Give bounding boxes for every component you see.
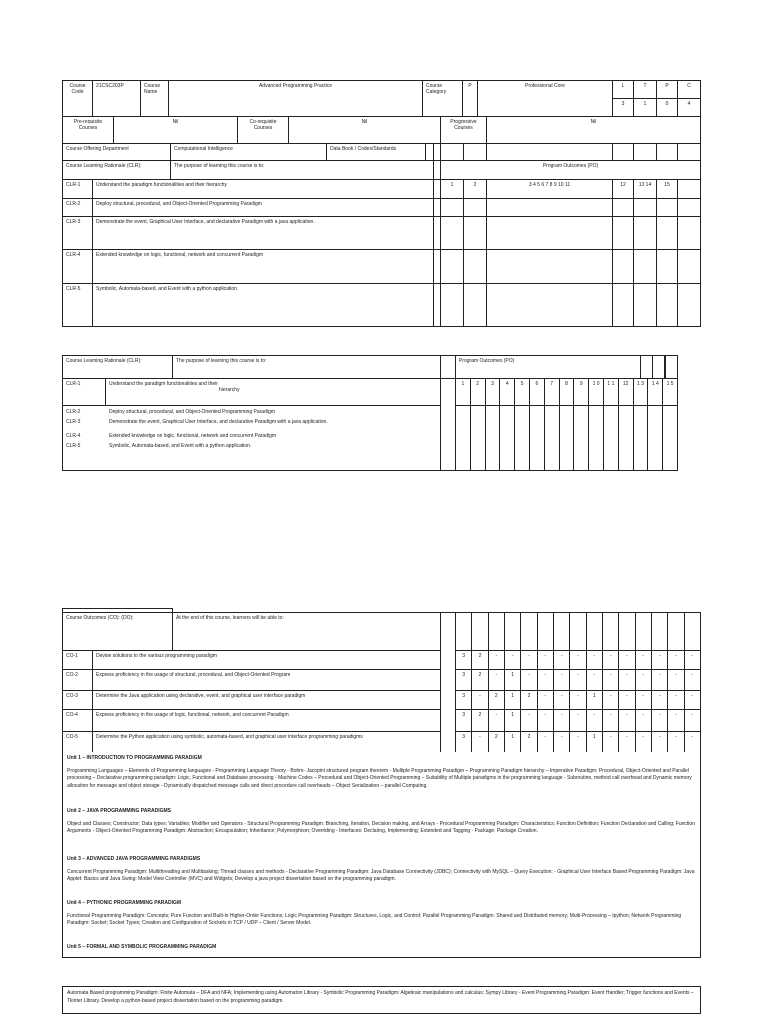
databook-label: Data Book / Codes/Standards <box>326 143 426 161</box>
co-intro: At the end of this course, learners will be able to: <box>172 612 441 651</box>
co-po-mapping: - <box>651 709 668 732</box>
co-po-mapping: 1 <box>504 709 521 732</box>
empty-cell <box>665 355 678 379</box>
po-number: 2 <box>470 378 486 406</box>
empty-cell <box>486 249 613 284</box>
clr-list-item <box>66 443 251 449</box>
empty-cell <box>635 612 652 651</box>
co-po-mapping: - <box>667 669 684 691</box>
empty-cell <box>529 405 545 471</box>
coreq-value: Nil <box>288 116 441 144</box>
co-po-mapping: - <box>635 650 652 670</box>
co-po-mapping: 3 <box>455 650 472 670</box>
clr-text: Demonstrate the event, Graphical User Interface, and declarative Paradigm with a java application. <box>92 216 434 250</box>
co-po-mapping: - <box>684 690 701 710</box>
clr-text: Deploy structural, procedural, and Object-Oriented Programming Paradigm <box>109 409 275 415</box>
co-po-mapping: - <box>471 731 488 753</box>
co-id: CO-5 <box>62 731 93 753</box>
ltpc-value: 4 <box>677 98 701 117</box>
empty-cell <box>488 612 505 651</box>
co-id: CO-1 <box>62 650 93 670</box>
empty-cell <box>612 216 634 250</box>
clr-text: Symbolic, Automata-based, and Event with a python application. <box>92 283 434 327</box>
clr-id: CLR-5 <box>62 283 93 327</box>
po-number: 8 <box>559 378 575 406</box>
co-po-mapping: - <box>586 650 603 670</box>
coreq-label: Co-requisite Courses <box>237 116 289 144</box>
empty-cell <box>440 216 464 250</box>
co-po-mapping: - <box>553 709 570 732</box>
co-po-mapping: - <box>635 669 652 691</box>
clr-id: CLR-2 <box>66 409 81 415</box>
empty-cell <box>640 355 653 379</box>
co-po-mapping: 2 <box>520 731 537 753</box>
co-po-mapping: - <box>537 690 554 710</box>
empty-cell <box>586 612 603 651</box>
po-number: 3 <box>485 378 501 406</box>
po-number: 1 0 <box>588 378 604 406</box>
co-po-mapping: - <box>537 650 554 670</box>
co-label: Course Outcomes (CO): (DO): <box>62 612 173 651</box>
empty-cell <box>618 612 635 651</box>
empty-cell <box>470 405 486 471</box>
clr-list-item <box>66 409 275 415</box>
po-number: 1 <box>455 378 471 406</box>
co-po-mapping: - <box>667 650 684 670</box>
clr-id: CLR-4 <box>62 249 93 284</box>
clr-purpose: The purpose of learning this course is to: <box>170 160 434 180</box>
unit-section <box>62 805 701 854</box>
co-po-mapping: - <box>635 690 652 710</box>
course-category: Professional Core <box>477 80 613 117</box>
co-po-mapping: 1 <box>586 731 603 753</box>
co-po-mapping: 1 <box>586 690 603 710</box>
unit-section <box>62 897 701 942</box>
po-group-header: 12 <box>612 179 634 199</box>
clr-text: Symbolic, Automata-based, and Event with a python application. <box>109 443 252 449</box>
unit-title: Unit 4 – PYTHONIC PROGRAMMING PARADIGM <box>67 900 182 906</box>
prereq-label: Pre-requisite Courses <box>62 116 114 144</box>
empty-cell <box>656 216 678 250</box>
clr-id: CLR-4 <box>66 433 81 439</box>
empty-cell <box>440 378 456 471</box>
co-po-mapping: - <box>667 690 684 710</box>
empty-cell <box>486 198 613 217</box>
course-name-label: Course Name <box>140 80 169 117</box>
co-po-mapping: - <box>553 731 570 753</box>
co-text: Express proficiency in the usage of structural, procedural, and Object-Oriented Program <box>92 669 441 691</box>
co-po-mapping: - <box>569 731 586 753</box>
empty-cell <box>677 283 701 327</box>
po-group-header: 13 14 <box>633 179 657 199</box>
co-po-mapping: - <box>537 731 554 753</box>
co-po-mapping: 1 <box>504 731 521 753</box>
empty-cell <box>486 143 613 161</box>
co-po-mapping: - <box>537 709 554 732</box>
co-po-mapping: - <box>635 709 652 732</box>
co-po-mapping: - <box>651 650 668 670</box>
co-po-mapping: - <box>684 709 701 732</box>
co-po-mapping: - <box>586 669 603 691</box>
prereq-value: Nil <box>113 116 238 144</box>
clr-id: CLR-3 <box>66 419 81 425</box>
co-po-mapping: - <box>602 669 619 691</box>
empty-cell <box>612 283 634 327</box>
po-group-header: 2 <box>463 179 487 199</box>
co-po-mapping: - <box>569 669 586 691</box>
co-po-mapping: - <box>618 690 635 710</box>
clr-text: Demonstrate the event, Graphical User Interface, and declarative Paradigm with a java application. <box>109 419 328 425</box>
clr-id: CLR-1 <box>62 179 93 199</box>
unit-body: Programming Languages – Elements of Programming languages - Programming Language Theory - Bohm- Jacopini structured program theorem - Multiple Programming Paradigm – Programming Paradigm hierarchy – Imperative Paradigm: Procedural, Object-Oriented and Parallel processing – Declarative programming paradigm: Logic, Functional and Database processing - Machine Codes – Procedural and Object-Oriented Programming – Suitability of Multiple paradigms in the programming language - Subroutine, method call overhead and Dynamic memory allocation for message and object storage - Dynamically dispatched message calls and direct procedure call overheads – Object Serialization – parallel Computing. <box>67 767 692 789</box>
clr-list-block <box>62 405 441 471</box>
clr-id: CLR-1 <box>62 378 106 406</box>
progressive-label: Progressive Courses <box>440 116 487 144</box>
co-po-mapping: 2 <box>471 709 488 732</box>
dept-value: Computational Intelligence <box>170 143 327 161</box>
co-id: CO-2 <box>62 669 93 691</box>
empty-cell <box>514 405 530 471</box>
empty-cell <box>463 249 487 284</box>
empty-cell <box>677 249 701 284</box>
co-po-mapping: 2 <box>471 669 488 691</box>
empty-cell <box>656 283 678 327</box>
empty-cell <box>651 612 668 651</box>
empty-cell <box>520 612 537 651</box>
clr-list-item <box>66 419 328 425</box>
unit-title: Unit 1 – INTRODUCTION TO PROGRAMMING PARADIGM <box>67 755 202 761</box>
co-po-mapping: - <box>520 709 537 732</box>
clr-id: CLR-2 <box>62 198 93 217</box>
clr-text: Extended knowledge on logic, functional, network and concurrent Paradigm <box>92 249 434 284</box>
empty-cell <box>455 405 471 471</box>
clr-label-2: Course Learning Rationale (CLR): <box>62 355 173 379</box>
empty-cell <box>656 249 678 284</box>
empty-cell <box>485 405 501 471</box>
course-name: Advanced Programming Practice <box>168 80 423 117</box>
unit-section <box>62 853 701 898</box>
co-text: Devise solutions to the various programming paradigm <box>92 650 441 670</box>
clr-label: Course Learning Rationale (CLR): <box>62 160 171 180</box>
po-number: 6 <box>529 378 545 406</box>
co-po-mapping: 3 <box>455 669 472 691</box>
empty-cell <box>603 405 619 471</box>
clr-1-text <box>105 378 441 406</box>
empty-cell <box>633 216 657 250</box>
empty-cell <box>486 216 613 250</box>
empty-cell <box>499 405 515 471</box>
empty-cell <box>612 249 634 284</box>
empty-cell <box>602 612 619 651</box>
empty-cell <box>463 283 487 327</box>
empty-cell <box>504 612 521 651</box>
empty-cell <box>463 216 487 250</box>
ltpc-label: T <box>633 80 657 99</box>
unit-5-body: Automata Based programming Paradigm: Finite Automata – DFA and NFA; Implementing using Automaton Library - Symbolic Programming Paradigm: Algebraic manipulations and calculus; Sympy Library - Event Programming Paradigm: Event Handler; Trigger functions and Events – Tkinter Library. Develop a python-based project dissertation based on the programming paradigm. <box>62 986 701 1014</box>
progressive-value: Nil <box>486 116 701 144</box>
co-po-mapping: 2 <box>488 690 505 710</box>
co-po-mapping: - <box>651 690 668 710</box>
co-po-mapping: - <box>602 709 619 732</box>
co-po-mapping: - <box>618 709 635 732</box>
po-group-header: 1 <box>440 179 464 199</box>
empty-cell <box>662 405 678 471</box>
po-number: 1 5 <box>662 378 678 406</box>
co-po-mapping: 1 <box>504 690 521 710</box>
empty-cell <box>559 405 575 471</box>
empty-cell <box>588 405 604 471</box>
co-po-mapping: - <box>488 709 505 732</box>
co-po-mapping: - <box>569 709 586 732</box>
co-po-mapping: - <box>651 669 668 691</box>
unit-title: Unit 5 – FORMAL AND SYMBOLIC PROGRAMMING PARADIGM <box>67 944 217 950</box>
co-po-mapping: - <box>602 650 619 670</box>
empty-cell <box>455 612 472 651</box>
empty-cell <box>633 283 657 327</box>
empty-cell <box>656 198 678 217</box>
ltpc-label: P <box>656 80 678 99</box>
empty-cell <box>633 143 657 161</box>
po-group-header <box>677 179 701 199</box>
po-number: 9 <box>573 378 589 406</box>
co-po-mapping: - <box>684 731 701 753</box>
co-po-mapping: - <box>569 650 586 670</box>
po-label-2: Program Outcomes (PO) <box>455 355 641 379</box>
po-group-header: 15 <box>656 179 678 199</box>
clr-id: CLR-3 <box>62 216 93 250</box>
co-po-mapping: - <box>602 690 619 710</box>
co-po-mapping: - <box>684 650 701 670</box>
unit-title: Unit 2 – JAVA PROGRAMMING PARADIGMS <box>67 808 171 814</box>
po-label: Program Outcomes (PO) <box>440 160 701 180</box>
empty-cell <box>440 355 456 379</box>
course-category-label: Course Category <box>422 80 463 117</box>
co-text: Determine the Python application using symbolic, automata-based, and graphical user interface programming paradigms <box>92 731 441 753</box>
po-number: 5 <box>514 378 530 406</box>
co-po-mapping: 2 <box>488 731 505 753</box>
ltpc-value: 1 <box>633 98 657 117</box>
unit-section <box>62 752 701 806</box>
empty-cell <box>440 283 464 327</box>
co-po-mapping: - <box>488 650 505 670</box>
unit-body: Object and Classes; Constructor; Data types; Variables; Modifier and Operators - Structural Programming Paradigm: Branching, Iteration, Decision making, and Arrays - Procedural Programming Paradigm: Characteristics; Function Definition; Function Declaration and Calling; Function Arguments - Object-Oriented Programming Paradigm: Abstraction; Encapsulation; Inheritance; Polymorphism; Overriding - Interfaces: Declaring, Implementing; Extended and Tagging - Package: Package Creation. <box>67 820 695 834</box>
empty-cell <box>677 143 701 161</box>
co-po-mapping: 1 <box>504 669 521 691</box>
unit-body: Functional Programming Paradigm: Concepts; Pure Function and Built-in Higher-Order Functions; Logic Programming Paradigm: Structures, Logic, and Control; Parallel Programming Paradigm: Shared and Distributed memory; Multi-Processing – Ipython; Network Programming Paradigm: Socket; Socket Types; Creation and Configuration of Sockets in TCP / UDP – Client / Server Model. <box>67 912 682 926</box>
co-po-mapping: 3 <box>455 690 472 710</box>
empty-cell <box>486 283 613 327</box>
po-number: 1 4 <box>647 378 663 406</box>
po-number: 1 3 <box>633 378 649 406</box>
co-po-mapping: - <box>651 731 668 753</box>
co-po-mapping: - <box>553 690 570 710</box>
po-number: 4 <box>499 378 515 406</box>
po-number: 7 <box>544 378 560 406</box>
empty-cell <box>612 198 634 217</box>
empty-cell <box>677 216 701 250</box>
ltpc-label: C <box>677 80 701 99</box>
clr-purpose-2: The purpose of learning this course is to: <box>172 355 441 379</box>
co-text: Determine the Java application using declarative, event, and graphical user interface paradigm <box>92 690 441 710</box>
co-po-mapping: 3 <box>455 731 472 753</box>
empty-cell <box>618 405 634 471</box>
empty-cell <box>684 612 701 651</box>
empty-cell <box>463 143 487 161</box>
clr-list-item <box>66 433 276 439</box>
empty-cell <box>633 405 649 471</box>
co-po-mapping: - <box>504 650 521 670</box>
co-po-mapping: - <box>520 650 537 670</box>
co-po-mapping: - <box>618 650 635 670</box>
co-po-mapping: - <box>667 731 684 753</box>
empty-cell <box>667 612 684 651</box>
co-po-mapping: - <box>586 709 603 732</box>
co-po-mapping: - <box>684 669 701 691</box>
co-po-mapping: - <box>635 731 652 753</box>
co-po-mapping: - <box>667 709 684 732</box>
empty-cell <box>544 405 560 471</box>
unit-section <box>62 941 701 958</box>
co-po-mapping: - <box>553 669 570 691</box>
po-group-header: 3 4 5 6 7 8 9 10 11 <box>486 179 613 199</box>
course-code: 21CSC203P <box>92 80 141 117</box>
empty-cell <box>569 612 586 651</box>
ltpc-value: 3 <box>612 98 634 117</box>
clr-text: Deploy structural, procedural, and Object-Oriented Programming Paradigm <box>92 198 434 217</box>
clr-id: CLR-5 <box>66 443 81 449</box>
empty-cell <box>656 143 678 161</box>
empty-cell <box>440 143 464 161</box>
ltpc-label: L <box>612 80 634 99</box>
po-number: 12 <box>618 378 634 406</box>
dept-label: Course Offering Department <box>62 143 171 161</box>
empty-cell <box>553 612 570 651</box>
empty-cell <box>612 143 634 161</box>
empty-cell <box>440 198 464 217</box>
co-po-mapping: - <box>569 690 586 710</box>
empty-cell <box>633 249 657 284</box>
co-po-mapping: 3 <box>455 709 472 732</box>
co-text: Express proficiency in the usage of logic, functional, network, and concurrent Paradigm <box>92 709 441 732</box>
co-po-mapping: 2 <box>471 650 488 670</box>
course-category-code: P <box>462 80 478 117</box>
empty-cell <box>463 198 487 217</box>
clr-text: Understand the paradigm functionalities and their hierarchy <box>92 179 434 199</box>
course-code-label: Course Code <box>62 80 93 117</box>
empty-cell <box>440 612 456 753</box>
empty-cell <box>537 612 554 651</box>
ltpc-value: 0 <box>656 98 678 117</box>
co-po-mapping: - <box>537 669 554 691</box>
clr-text: Extended knowledge on logic, functional, network and concurrent Paradigm <box>109 433 277 439</box>
empty-cell <box>677 198 701 217</box>
co-po-mapping: - <box>553 650 570 670</box>
unit-body: Concurrent Programming Paradigm: Multithreading and Multitasking; Thread classes and methods - Declarative Programming Paradigm: Java Database Connectivity (JDBC); Connectivity with MySQL – Query Execution; - Graphical User Interface Based Programming Paradigm: Java Applet: Basics and Java Swing: Model View Controller (MVC) and Widgets; Develop a java project dissertation based on the programming paradigm. <box>67 868 695 882</box>
unit-title: Unit 3 – ADVANCED JAVA PROGRAMMING PARADIGMS <box>67 856 201 862</box>
empty-cell <box>471 612 488 651</box>
co-po-mapping: - <box>520 669 537 691</box>
co-po-mapping: 2 <box>520 690 537 710</box>
co-po-mapping: - <box>602 731 619 753</box>
clr-1-line: hierarchy <box>219 387 240 393</box>
empty-cell <box>647 405 663 471</box>
empty-cell <box>652 355 665 379</box>
co-po-mapping: - <box>618 731 635 753</box>
po-number: 1 1 <box>603 378 619 406</box>
co-id: CO-3 <box>62 690 93 710</box>
empty-cell <box>440 249 464 284</box>
co-po-mapping: - <box>471 690 488 710</box>
empty-cell <box>633 198 657 217</box>
empty-cell <box>573 405 589 471</box>
clr-1-line: Understand the paradigm functionalities and their <box>109 381 218 387</box>
co-id: CO-4 <box>62 709 93 732</box>
co-po-mapping: - <box>618 669 635 691</box>
co-po-mapping: - <box>488 669 505 691</box>
